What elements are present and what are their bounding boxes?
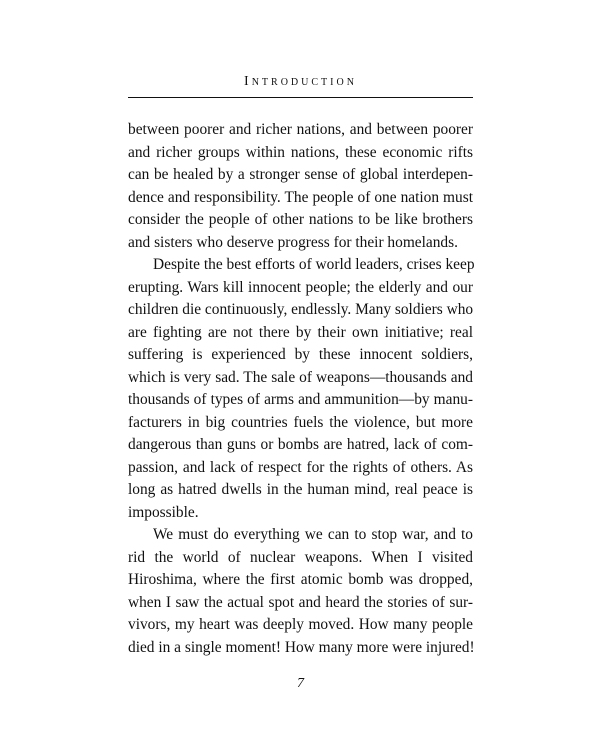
- text-line: and sisters who deserve progress for their homelands.: [128, 233, 458, 251]
- text-line: and richer groups within nations, these economic rifts: [128, 143, 473, 161]
- text-line: vivors, my heart was deeply moved. How many people: [128, 616, 473, 633]
- text-line: passion, and lack of respect for the rights of others. As: [128, 458, 473, 476]
- paragraph: [128, 254, 473, 524]
- text-line: are fighting are not there by their own initiative; real: [128, 323, 473, 341]
- text-line: rid the world of nuclear weapons. When I visited: [128, 548, 473, 566]
- paragraph: [128, 119, 473, 254]
- text-line: which is very sad. The sale of weapons—thousands and: [128, 368, 473, 386]
- text-line: can be healed by a stronger sense of global interdepen-: [128, 166, 473, 183]
- text-line: Hiroshima, where the first atomic bomb was dropped,: [128, 571, 473, 588]
- paragraph: [128, 524, 473, 659]
- text-line: consider the people of other nations to be like brothers: [128, 211, 473, 228]
- text-line: Despite the best efforts of world leaders, crises keep: [153, 256, 475, 273]
- text-line: dence and responsibility. The people of one nation must: [128, 188, 473, 206]
- text-line: between poorer and richer nations, and between poorer: [128, 121, 473, 138]
- text-line: suffering is experienced by these innocent soldiers,: [128, 346, 473, 363]
- page-number: 7: [297, 676, 304, 691]
- text-line: when I saw the actual spot and heard the stories of sur-: [128, 593, 473, 611]
- text-line: erupting. Wars kill innocent people; the elderly and our: [128, 278, 473, 296]
- running-head: Introduction: [244, 74, 357, 89]
- text-line: facturers in big countries fuels the violence, but more: [128, 413, 473, 431]
- text-line: thousands of types of arms and ammunition—by manu-: [128, 391, 473, 408]
- text-line: children die continuously, endlessly. Many soldiers who: [128, 301, 474, 318]
- text-line: long as hatred dwells in the human mind, real peace is: [128, 481, 473, 498]
- text-line: dangerous than guns or bombs are hatred, lack of com-: [128, 436, 473, 453]
- text-line: impossible.: [128, 503, 199, 521]
- body-text: [128, 119, 473, 659]
- text-line: We must do everything we can to stop war, and to: [153, 526, 473, 543]
- header-rule: [128, 97, 473, 98]
- text-line: died in a single moment! How many more were injured!: [128, 638, 475, 656]
